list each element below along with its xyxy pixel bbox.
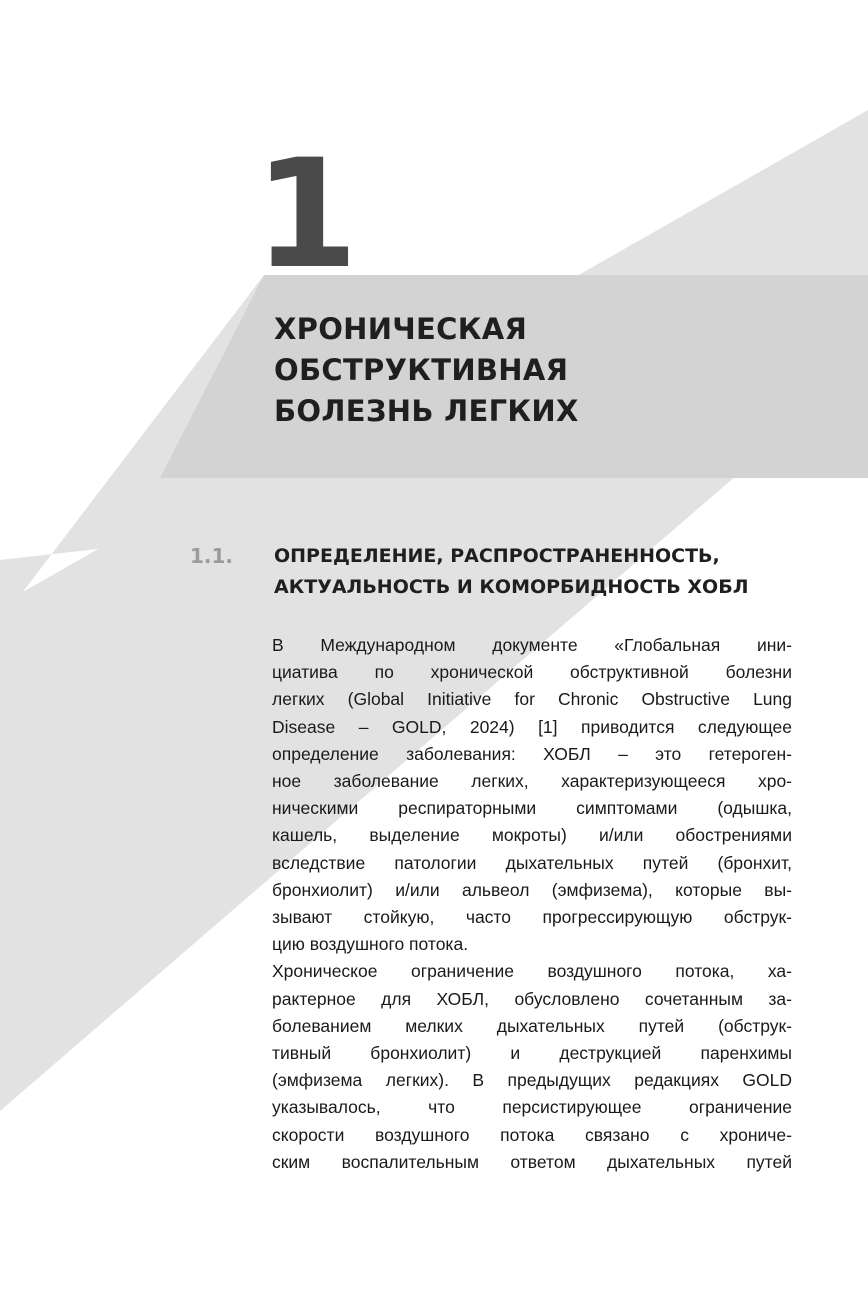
text-line: ное заболевание легких, характеризующееся хро- (272, 771, 792, 792)
chapter-title-line: ОБСТРУКТИВНАЯ (274, 353, 569, 387)
text-line: Disease – GOLD, 2024) [1] приводится следующее (272, 716, 792, 737)
section-number: 1.1. (190, 544, 234, 568)
text-line: (эмфизема легких). В предыдущих редакциях GOLD (272, 1070, 792, 1091)
text-line: указывалось, что персистирующее ограничение (272, 1097, 792, 1118)
chapter-number: 1 (254, 128, 355, 302)
chapter-title-line: БОЛЕЗНЬ ЛЕГКИХ (274, 394, 579, 428)
text-line: цию воздушного потока. (272, 934, 469, 955)
section-title-line: ОПРЕДЕЛЕНИЕ, РАСПРОСТРАНЕННОСТЬ, (274, 545, 720, 567)
body-text (272, 632, 792, 1176)
text-line: циатива по хронической обструктивной болезни (272, 662, 792, 683)
text-line: бронхиолит) и/или альвеол (эмфизема), которые вы- (272, 879, 792, 900)
text-line: зывают стойкую, часто прогрессирующую обструк- (272, 907, 792, 928)
text-line: тивный бронхиолит) и деструкцией паренхимы (272, 1043, 792, 1064)
paragraph (272, 958, 792, 1176)
text-line: ским воспалительным ответом дыхательных путей (272, 1151, 792, 1172)
text-line: рактерное для ХОБЛ, обусловлено сочетанным за- (272, 988, 792, 1009)
section-title-line: АКТУАЛЬНОСТЬ И КОМОРБИДНОСТЬ ХОБЛ (274, 576, 749, 598)
text-line: вследствие патологии дыхательных путей (бронхит, (272, 852, 792, 873)
text-line: скорости воздушного потока связано с хрониче- (272, 1124, 792, 1145)
text-line: Хроническое ограничение воздушного потока, ха- (272, 961, 792, 982)
text-line: ническими респираторными симптомами (одышка, (272, 798, 792, 819)
text-line: кашель, выделение мокроты) и/или обострениями (272, 825, 792, 846)
section-title (274, 541, 748, 603)
chapter-title (274, 309, 579, 432)
chapter-title-line: ХРОНИЧЕСКАЯ (274, 312, 528, 346)
text-line: болеванием мелких дыхательных путей (обструк- (272, 1015, 792, 1036)
text-line: определение заболевания: ХОБЛ – это гетероген- (272, 743, 792, 764)
text-line: В Международном документе «Глобальная ини- (272, 635, 792, 655)
paragraph (272, 632, 792, 958)
text-line: легких (Global Initiative for Chronic Obstructive Lung (272, 689, 792, 710)
